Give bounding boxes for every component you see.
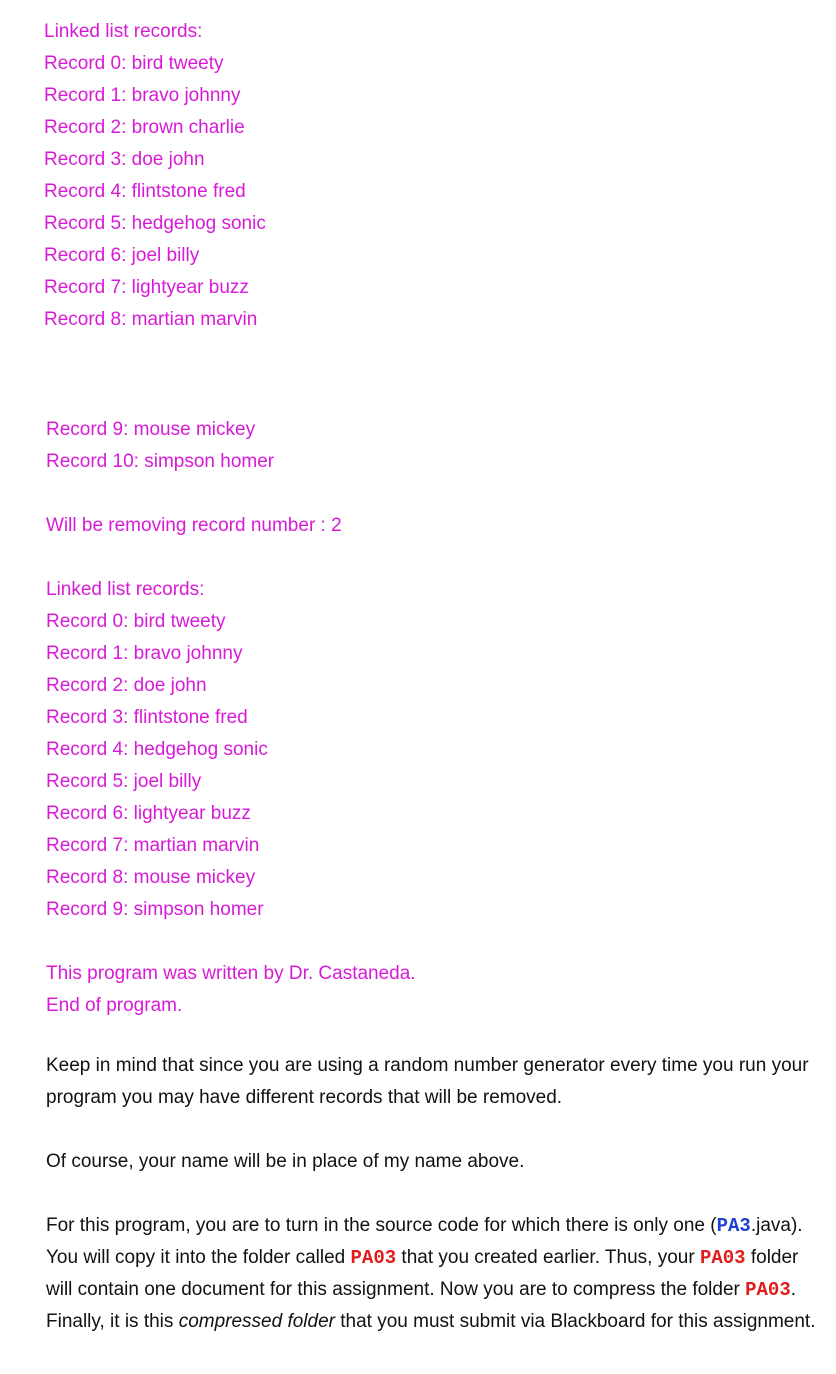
code-pa03: PA03 <box>699 1247 746 1269</box>
code-pa3: PA3 <box>716 1215 751 1237</box>
end-line: End of program. <box>46 995 183 1016</box>
code-pa03: PA03 <box>350 1247 397 1269</box>
record-line: Record 5: hedgehog sonic <box>44 213 266 234</box>
record-line: Record 1: bravo johnny <box>46 643 243 664</box>
text-run: .java). You will copy it into the folder called <box>46 1215 803 1268</box>
text-run: . Finally, it is this <box>46 1279 797 1332</box>
record-line: Record 10: simpson homer <box>46 451 275 472</box>
removal-notice: Will be removing record number : 2 <box>46 515 342 536</box>
record-line: Record 4: hedgehog sonic <box>46 739 268 760</box>
text-run: that you must submit via Blackboard for this assignment. <box>334 1311 816 1332</box>
record-line: Record 5: joel billy <box>46 771 202 792</box>
record-line: Record 7: lightyear buzz <box>44 277 249 298</box>
record-line: Record 1: bravo johnny <box>44 85 241 106</box>
record-line: Record 6: lightyear buzz <box>46 803 251 824</box>
record-line: Record 3: flintstone fred <box>46 707 248 728</box>
record-line: Record 9: simpson homer <box>46 899 264 920</box>
instructions <box>46 1050 816 1338</box>
record-line: Record 9: mouse mickey <box>46 419 256 440</box>
record-line: Record 2: brown charlie <box>44 117 245 138</box>
text-run: that you created earlier. Thus, your <box>396 1247 700 1268</box>
record-line: Record 8: martian marvin <box>44 309 258 330</box>
record-line: Record 6: joel billy <box>44 245 200 266</box>
record-line: Record 3: doe john <box>44 149 205 170</box>
listing-header: Linked list records: <box>44 21 203 42</box>
record-line: Record 0: bird tweety <box>46 611 226 632</box>
record-line: Record 8: mouse mickey <box>46 867 256 888</box>
program-output-first-listing <box>44 16 266 336</box>
author-line: This program was written by Dr. Castaneda. <box>46 963 416 984</box>
record-line: Record 7: martian marvin <box>46 835 260 856</box>
record-line: Record 4: flintstone fred <box>44 181 246 202</box>
instructions-paragraph-submission <box>46 1210 816 1338</box>
emphasis-compressed-folder: compressed folder <box>178 1311 335 1332</box>
listing-header: Linked list records: <box>46 579 205 600</box>
program-output-continued <box>46 414 416 1022</box>
record-line: Record 0: bird tweety <box>44 53 224 74</box>
instructions-paragraph-name: Of course, your name will be in place of my name above. <box>46 1151 525 1172</box>
code-pa03: PA03 <box>745 1279 791 1301</box>
text-run: For this program, you are to turn in the source code for which there is only one ( <box>46 1215 717 1236</box>
record-line: Record 2: doe john <box>46 675 207 696</box>
instructions-paragraph-random: Keep in mind that since you are using a random number generator every time you run your program you may have different records that will be removed. <box>46 1055 809 1108</box>
text-run: folder will contain one document for this assignment. Now you are to compress the folder <box>46 1247 799 1300</box>
